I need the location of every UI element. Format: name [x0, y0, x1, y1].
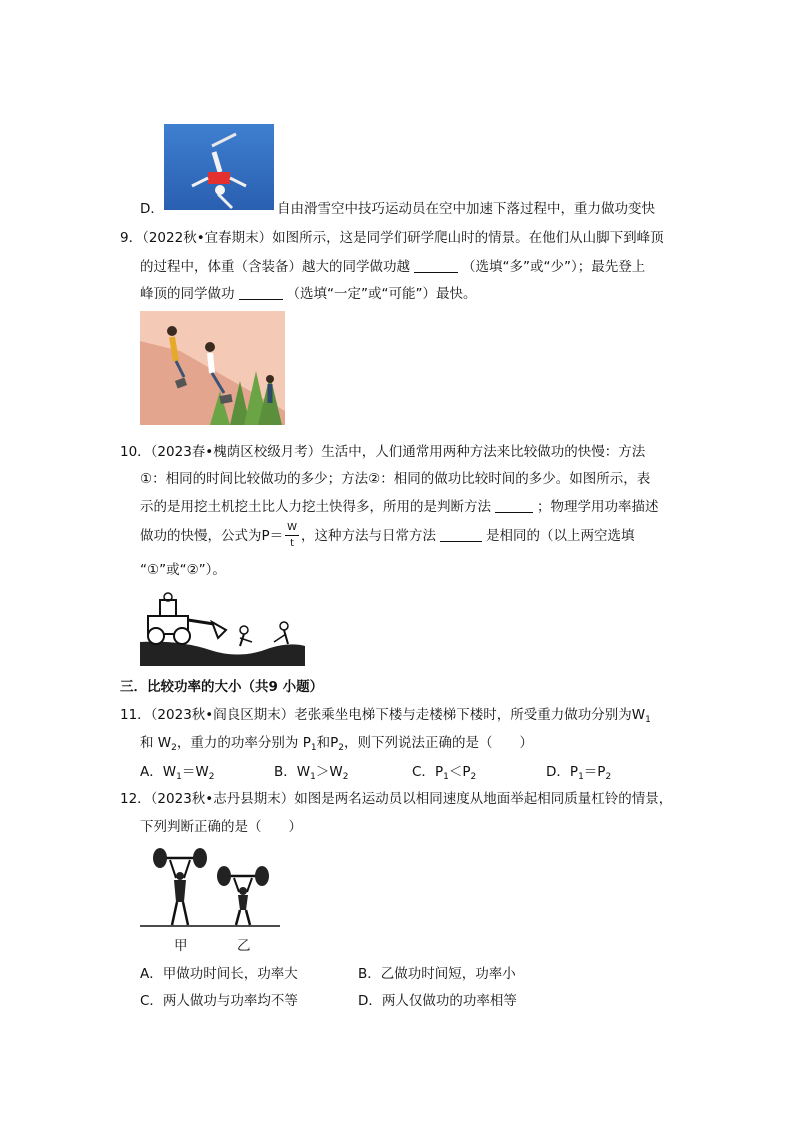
q11-p1-symbol: P — [302, 735, 311, 751]
q10-line-3 — [140, 500, 659, 515]
q10-line-5: “①”或“②”）。 — [140, 562, 226, 578]
section-3-title: 三．比较功率的大小（共9 小题） — [120, 679, 324, 695]
q11-option-d-sub1: 1 — [578, 772, 584, 782]
q12-line-2: 下列判断正确的是（ ） — [140, 819, 302, 835]
q11-text-1a: 11．（2023秋•阎良区期末）老张乘坐电梯下楼与走楼梯下楼时，所受重力做功分别为 — [120, 707, 632, 723]
q10-text-4c: 是相同的（以上两空选填 — [486, 528, 635, 544]
q11-option-c[interactable] — [412, 766, 476, 782]
weightlifters-illustration — [140, 846, 280, 930]
q9-blank-1[interactable] — [414, 260, 458, 273]
q11-option-c-label: C． — [412, 764, 435, 780]
q12-option-d[interactable]: D．两人仅做功的功率相等 — [358, 993, 517, 1009]
q10-formula-p: P＝ — [261, 528, 284, 544]
q12-option-b[interactable]: B．乙做功时间短，功率小 — [358, 966, 516, 982]
q11-option-b-label: B． — [274, 764, 297, 780]
q10-text-4b: ，这种方法与日常方法 — [301, 528, 437, 544]
q9-line-1: 9．（2022秋•宜春期末）如图所示，这是同学们研学爬山时的情景。在他们从山脚下到峰顶 — [120, 230, 664, 246]
q11-option-a-sub2: 2 — [208, 772, 215, 782]
q9-line-3 — [140, 287, 476, 302]
q12-label-jia: 甲 — [174, 938, 188, 954]
q11-w1-symbol: W — [631, 707, 646, 723]
q11-option-c-sub1: 1 — [443, 772, 449, 782]
q11-option-c-relation: ＜ — [448, 764, 463, 780]
q9-blank-2[interactable] — [239, 287, 283, 300]
mountain-climbing-illustration — [140, 311, 285, 425]
q11-line-2 — [140, 737, 533, 753]
aerial-skier-photo — [164, 124, 274, 210]
q10-text-3a: 示的是用挖土机挖土比人力挖土快得多，所用的是判断方法 — [140, 499, 491, 515]
q10-line-4 — [140, 522, 635, 550]
q9-line-2 — [140, 260, 645, 275]
q11-option-b-w2: W — [329, 764, 343, 780]
q11-option-b[interactable] — [274, 766, 348, 782]
q10-line-2: ①：相同的时间比较做功的多少；方法②：相同的做功比较时间的多少。如图所示，表 — [140, 471, 651, 487]
q10-formula-fraction — [285, 522, 299, 550]
q9-text-3b: （选填“一定”或“可能”）最快。 — [286, 286, 477, 302]
q11-option-d-sub2: 2 — [605, 772, 612, 782]
q11-p1-subscript: 1 — [310, 743, 317, 753]
q11-option-a-w2: W — [195, 764, 209, 780]
q10-blank-1[interactable] — [495, 500, 533, 513]
q10-formula-denominator: t — [290, 538, 295, 549]
q11-option-b-sub2: 2 — [342, 772, 349, 782]
q11-option-d-p2: P — [597, 764, 606, 780]
q9-text-2b: （选填“多”或“少”）；最先登上 — [462, 259, 646, 275]
q11-option-d[interactable] — [546, 766, 611, 782]
q12-label-yi: 乙 — [237, 938, 251, 954]
q11-w2-subscript: 2 — [171, 743, 177, 753]
q11-w2-symbol: W — [157, 735, 172, 751]
q11-option-a-relation: ＝ — [181, 764, 196, 780]
q8-option-d-label: D． — [140, 201, 164, 217]
q9-text-2a: 的过程中，体重（含装备）越大的同学做功越 — [140, 259, 410, 275]
q11-option-d-relation: ＝ — [583, 764, 598, 780]
q11-option-d-label: D． — [546, 764, 570, 780]
q8-option-d-text: 自由滑雪空中技巧运动员在空中加速下落过程中，重力做功变快 — [277, 201, 655, 217]
q10-text-3b: ；物理学用功率描述 — [537, 499, 659, 515]
q11-line-1 — [120, 709, 651, 725]
q10-line-1: 10．（2023春•槐荫区校级月考）生活中，人们通常用两种方法来比较做功的快慢：方法 — [120, 444, 646, 460]
q11-text-2b: ，重力的功率分别为 — [176, 735, 299, 751]
q11-text-2c: 和 — [316, 735, 331, 751]
q11-text-2a: 和 — [140, 735, 154, 751]
q10-text-4a: 做功的快慢，公式为 — [140, 528, 262, 544]
q12-line-1: 12．（2023秋•志丹县期末）如图是两名运动员以相同速度从地面举起相同质量杠铃的情景， — [120, 791, 673, 807]
q11-option-c-sub2: 2 — [470, 772, 477, 782]
q11-option-a[interactable] — [140, 766, 214, 782]
q10-formula-numerator: W — [285, 522, 299, 536]
excavator-vs-workers-illustration — [140, 590, 305, 666]
q11-w1-subscript: 1 — [645, 715, 651, 725]
q11-option-b-sub1: 1 — [310, 772, 316, 782]
q11-text-2d: ，则下列说法正确的是（ ） — [343, 735, 533, 751]
q11-p2-symbol: P — [330, 735, 339, 751]
q11-option-c-p1: P — [434, 764, 444, 780]
q11-option-b-relation: ＞ — [315, 764, 330, 780]
q11-option-a-label: A． — [140, 764, 163, 780]
q11-option-a-w1: W — [162, 764, 177, 780]
q9-text-3a: 峰顶的同学做功 — [140, 286, 235, 302]
q11-option-b-w1: W — [296, 764, 311, 780]
q11-option-d-p1: P — [569, 764, 579, 780]
q10-blank-2[interactable] — [440, 529, 482, 542]
q12-option-c[interactable]: C．两人做功与功率均不等 — [140, 993, 298, 1009]
q11-option-c-p2: P — [462, 764, 471, 780]
q11-option-a-sub1: 1 — [176, 772, 182, 782]
q11-p2-subscript: 2 — [338, 743, 344, 753]
q12-option-a[interactable]: A．甲做功时间长，功率大 — [140, 966, 298, 982]
